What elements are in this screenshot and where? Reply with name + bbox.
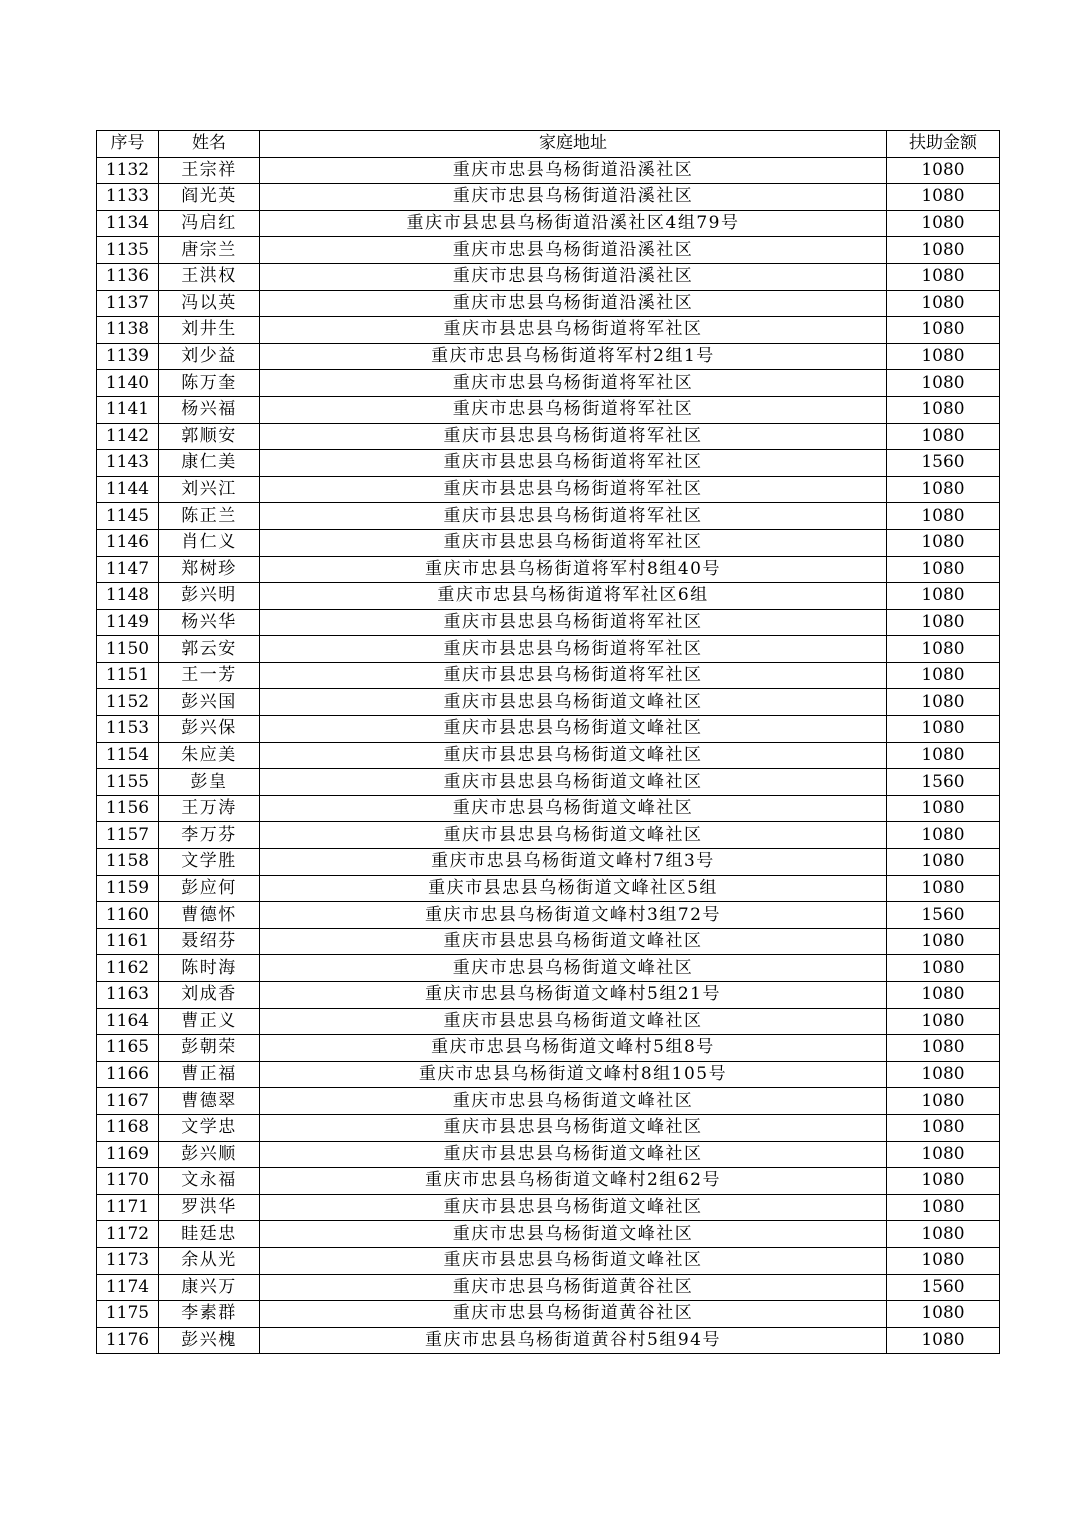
- name-cell: 陈正兰: [159, 503, 260, 530]
- name-cell: 朱应美: [159, 742, 260, 769]
- table-row: [97, 290, 1000, 317]
- serial-number-cell: 1153: [97, 716, 159, 743]
- name-cell: 刘兴江: [159, 476, 260, 503]
- table-row: [97, 210, 1000, 237]
- name-cell: 王万涛: [159, 795, 260, 822]
- table-row: [97, 184, 1000, 211]
- amount-cell: 1080: [887, 662, 1000, 689]
- amount-cell: 1560: [887, 769, 1000, 796]
- serial-number-cell: 1173: [97, 1247, 159, 1274]
- table-row: [97, 662, 1000, 689]
- name-cell: 李万芬: [159, 822, 260, 849]
- serial-number-cell: 1138: [97, 317, 159, 344]
- serial-number-cell: 1136: [97, 263, 159, 290]
- amount-cell: 1080: [887, 609, 1000, 636]
- serial-number-cell: 1157: [97, 822, 159, 849]
- amount-cell: 1080: [887, 263, 1000, 290]
- serial-number-cell: 1165: [97, 1035, 159, 1062]
- amount-cell: 1080: [887, 1221, 1000, 1248]
- address-cell: 重庆市忠县乌杨街道文峰村8组105号: [260, 1061, 887, 1088]
- name-cell: 罗洪华: [159, 1194, 260, 1221]
- amount-cell: 1080: [887, 1061, 1000, 1088]
- table-row: [97, 1247, 1000, 1274]
- name-cell: 曹正义: [159, 1008, 260, 1035]
- address-cell: 重庆市忠县乌杨街道黄谷村5组94号: [260, 1327, 887, 1354]
- address-cell: 重庆市忠县乌杨街道将军社区6组: [260, 583, 887, 610]
- name-cell: 王洪权: [159, 263, 260, 290]
- amount-cell: 1560: [887, 450, 1000, 477]
- address-cell: 重庆市县忠县乌杨街道文峰社区: [260, 1247, 887, 1274]
- amount-cell: 1080: [887, 1247, 1000, 1274]
- name-cell: 杨兴福: [159, 396, 260, 423]
- address-cell: 重庆市县忠县乌杨街道文峰社区: [260, 822, 887, 849]
- name-cell: 彭应何: [159, 875, 260, 902]
- header-row: [97, 131, 1000, 158]
- amount-cell: 1080: [887, 157, 1000, 184]
- serial-number-cell: 1156: [97, 795, 159, 822]
- address-cell: 重庆市忠县乌杨街道文峰村2组62号: [260, 1168, 887, 1195]
- table-row: [97, 822, 1000, 849]
- serial-number-cell: 1155: [97, 769, 159, 796]
- name-cell: 唐宗兰: [159, 237, 260, 264]
- serial-number-cell: 1151: [97, 662, 159, 689]
- address-cell: 重庆市忠县乌杨街道沿溪社区: [260, 263, 887, 290]
- table-row: [97, 503, 1000, 530]
- table-row: [97, 450, 1000, 477]
- amount-cell: 1080: [887, 1141, 1000, 1168]
- amount-cell: 1080: [887, 583, 1000, 610]
- address-cell: 重庆市县忠县乌杨街道将军社区: [260, 662, 887, 689]
- table-row: [97, 157, 1000, 184]
- table-row: [97, 609, 1000, 636]
- amount-cell: 1080: [887, 1088, 1000, 1115]
- table-row: [97, 742, 1000, 769]
- amount-cell: 1080: [887, 1035, 1000, 1062]
- address-cell: 重庆市忠县乌杨街道文峰社区: [260, 1088, 887, 1115]
- table-row: [97, 583, 1000, 610]
- amount-cell: 1080: [887, 1301, 1000, 1328]
- amount-cell: 1080: [887, 423, 1000, 450]
- serial-number-cell: 1159: [97, 875, 159, 902]
- name-cell: 彭兴保: [159, 716, 260, 743]
- amount-cell: 1080: [887, 795, 1000, 822]
- amount-cell: 1080: [887, 849, 1000, 876]
- serial-number-cell: 1141: [97, 396, 159, 423]
- address-cell: 重庆市县忠县乌杨街道文峰社区: [260, 928, 887, 955]
- name-cell: 聂绍芬: [159, 928, 260, 955]
- serial-number-cell: 1163: [97, 982, 159, 1009]
- address-cell: 重庆市忠县乌杨街道文峰村3组72号: [260, 902, 887, 929]
- name-cell: 彭兴顺: [159, 1141, 260, 1168]
- address-cell: 重庆市忠县乌杨街道文峰村5组21号: [260, 982, 887, 1009]
- address-cell: 重庆市忠县乌杨街道沿溪社区: [260, 237, 887, 264]
- address-cell: 重庆市县忠县乌杨街道文峰社区5组: [260, 875, 887, 902]
- address-cell: 重庆市县忠县乌杨街道文峰社区: [260, 1114, 887, 1141]
- table-header: [97, 131, 1000, 158]
- serial-number-cell: 1174: [97, 1274, 159, 1301]
- header-aid-amount: 扶助金额: [887, 131, 1000, 158]
- name-cell: 陈万奎: [159, 370, 260, 397]
- address-cell: 重庆市县忠县乌杨街道将军社区: [260, 636, 887, 663]
- name-cell: 王宗祥: [159, 157, 260, 184]
- name-cell: 眭廷忠: [159, 1221, 260, 1248]
- amount-cell: 1080: [887, 1168, 1000, 1195]
- name-cell: 冯启红: [159, 210, 260, 237]
- amount-cell: 1080: [887, 237, 1000, 264]
- serial-number-cell: 1169: [97, 1141, 159, 1168]
- address-cell: 重庆市忠县乌杨街道文峰社区: [260, 1221, 887, 1248]
- serial-number-cell: 1143: [97, 450, 159, 477]
- amount-cell: 1080: [887, 184, 1000, 211]
- address-cell: 重庆市忠县乌杨街道将军社区: [260, 396, 887, 423]
- address-cell: 重庆市县忠县乌杨街道将军社区: [260, 317, 887, 344]
- table-row: [97, 1168, 1000, 1195]
- serial-number-cell: 1154: [97, 742, 159, 769]
- serial-number-cell: 1171: [97, 1194, 159, 1221]
- serial-number-cell: 1164: [97, 1008, 159, 1035]
- serial-number-cell: 1161: [97, 928, 159, 955]
- table-row: [97, 237, 1000, 264]
- amount-cell: 1080: [887, 1114, 1000, 1141]
- amount-cell: 1080: [887, 556, 1000, 583]
- address-cell: 重庆市忠县乌杨街道文峰村5组8号: [260, 1035, 887, 1062]
- address-cell: 重庆市县忠县乌杨街道将军社区: [260, 476, 887, 503]
- aid-recipient-table: [96, 130, 1000, 1354]
- table-row: [97, 1008, 1000, 1035]
- address-cell: 重庆市县忠县乌杨街道文峰社区: [260, 1194, 887, 1221]
- address-cell: 重庆市县忠县乌杨街道文峰社区: [260, 689, 887, 716]
- address-cell: 重庆市县忠县乌杨街道文峰社区: [260, 769, 887, 796]
- address-cell: 重庆市忠县乌杨街道沿溪社区: [260, 290, 887, 317]
- address-cell: 重庆市忠县乌杨街道将军社区: [260, 370, 887, 397]
- name-cell: 刘井生: [159, 317, 260, 344]
- serial-number-cell: 1149: [97, 609, 159, 636]
- name-cell: 郑树珍: [159, 556, 260, 583]
- serial-number-cell: 1172: [97, 1221, 159, 1248]
- serial-number-cell: 1160: [97, 902, 159, 929]
- table-row: [97, 263, 1000, 290]
- name-cell: 冯以英: [159, 290, 260, 317]
- serial-number-cell: 1166: [97, 1061, 159, 1088]
- name-cell: 杨兴华: [159, 609, 260, 636]
- name-cell: 余从光: [159, 1247, 260, 1274]
- amount-cell: 1080: [887, 636, 1000, 663]
- amount-cell: 1080: [887, 1194, 1000, 1221]
- table-row: [97, 343, 1000, 370]
- table-body: [97, 157, 1000, 1354]
- table-row: [97, 370, 1000, 397]
- address-cell: 重庆市县忠县乌杨街道文峰社区: [260, 1008, 887, 1035]
- address-cell: 重庆市县忠县乌杨街道将军社区: [260, 529, 887, 556]
- table-row: [97, 529, 1000, 556]
- name-cell: 文永福: [159, 1168, 260, 1195]
- address-cell: 重庆市县忠县乌杨街道将军社区: [260, 450, 887, 477]
- table-row: [97, 1274, 1000, 1301]
- serial-number-cell: 1132: [97, 157, 159, 184]
- name-cell: 郭云安: [159, 636, 260, 663]
- name-cell: 曹正福: [159, 1061, 260, 1088]
- table-row: [97, 1327, 1000, 1354]
- address-cell: 重庆市忠县乌杨街道将军村8组40号: [260, 556, 887, 583]
- serial-number-cell: 1135: [97, 237, 159, 264]
- address-cell: 重庆市县忠县乌杨街道文峰社区: [260, 1141, 887, 1168]
- amount-cell: 1080: [887, 1327, 1000, 1354]
- serial-number-cell: 1139: [97, 343, 159, 370]
- serial-number-cell: 1144: [97, 476, 159, 503]
- address-cell: 重庆市忠县乌杨街道沿溪社区: [260, 157, 887, 184]
- table-row: [97, 875, 1000, 902]
- name-cell: 王一芳: [159, 662, 260, 689]
- serial-number-cell: 1145: [97, 503, 159, 530]
- serial-number-cell: 1148: [97, 583, 159, 610]
- serial-number-cell: 1158: [97, 849, 159, 876]
- name-cell: 刘少益: [159, 343, 260, 370]
- serial-number-cell: 1134: [97, 210, 159, 237]
- name-cell: 彭朝荣: [159, 1035, 260, 1062]
- serial-number-cell: 1175: [97, 1301, 159, 1328]
- serial-number-cell: 1137: [97, 290, 159, 317]
- amount-cell: 1080: [887, 742, 1000, 769]
- serial-number-cell: 1147: [97, 556, 159, 583]
- address-cell: 重庆市县忠县乌杨街道将军社区: [260, 503, 887, 530]
- amount-cell: 1560: [887, 902, 1000, 929]
- table-row: [97, 1301, 1000, 1328]
- address-cell: 重庆市忠县乌杨街道将军村2组1号: [260, 343, 887, 370]
- serial-number-cell: 1150: [97, 636, 159, 663]
- amount-cell: 1080: [887, 503, 1000, 530]
- table-row: [97, 982, 1000, 1009]
- amount-cell: 1080: [887, 210, 1000, 237]
- name-cell: 彭兴槐: [159, 1327, 260, 1354]
- address-cell: 重庆市县忠县乌杨街道文峰社区: [260, 716, 887, 743]
- name-cell: 文学忠: [159, 1114, 260, 1141]
- table-row: [97, 1194, 1000, 1221]
- serial-number-cell: 1140: [97, 370, 159, 397]
- amount-cell: 1080: [887, 875, 1000, 902]
- name-cell: 郭顺安: [159, 423, 260, 450]
- table-row: [97, 423, 1000, 450]
- serial-number-cell: 1168: [97, 1114, 159, 1141]
- serial-number-cell: 1142: [97, 423, 159, 450]
- serial-number-cell: 1176: [97, 1327, 159, 1354]
- table-row: [97, 849, 1000, 876]
- name-cell: 文学胜: [159, 849, 260, 876]
- table-row: [97, 556, 1000, 583]
- table-row: [97, 1141, 1000, 1168]
- amount-cell: 1080: [887, 982, 1000, 1009]
- address-cell: 重庆市忠县乌杨街道文峰村7组3号: [260, 849, 887, 876]
- table-row: [97, 716, 1000, 743]
- table-row: [97, 928, 1000, 955]
- table-row: [97, 396, 1000, 423]
- name-cell: 阎光英: [159, 184, 260, 211]
- table-row: [97, 795, 1000, 822]
- amount-cell: 1080: [887, 928, 1000, 955]
- address-cell: 重庆市县忠县乌杨街道沿溪社区4组79号: [260, 210, 887, 237]
- address-cell: 重庆市县忠县乌杨街道将军社区: [260, 609, 887, 636]
- amount-cell: 1080: [887, 476, 1000, 503]
- name-cell: 陈时海: [159, 955, 260, 982]
- name-cell: 康仁美: [159, 450, 260, 477]
- amount-cell: 1080: [887, 822, 1000, 849]
- amount-cell: 1080: [887, 1008, 1000, 1035]
- amount-cell: 1080: [887, 396, 1000, 423]
- amount-cell: 1080: [887, 689, 1000, 716]
- table-row: [97, 317, 1000, 344]
- name-cell: 李素群: [159, 1301, 260, 1328]
- table-row: [97, 955, 1000, 982]
- name-cell: 彭兴国: [159, 689, 260, 716]
- header-serial-number: 序号: [97, 131, 159, 158]
- address-cell: 重庆市县忠县乌杨街道文峰社区: [260, 742, 887, 769]
- address-cell: 重庆市忠县乌杨街道黄谷社区: [260, 1274, 887, 1301]
- table-row: [97, 1088, 1000, 1115]
- table-row: [97, 689, 1000, 716]
- header-name: 姓名: [159, 131, 260, 158]
- amount-cell: 1080: [887, 343, 1000, 370]
- amount-cell: 1080: [887, 370, 1000, 397]
- serial-number-cell: 1146: [97, 529, 159, 556]
- address-cell: 重庆市忠县乌杨街道黄谷社区: [260, 1301, 887, 1328]
- amount-cell: 1080: [887, 290, 1000, 317]
- name-cell: 彭兴明: [159, 583, 260, 610]
- name-cell: 彭皇: [159, 769, 260, 796]
- name-cell: 曹德怀: [159, 902, 260, 929]
- name-cell: 康兴万: [159, 1274, 260, 1301]
- address-cell: 重庆市忠县乌杨街道沿溪社区: [260, 184, 887, 211]
- table-row: [97, 476, 1000, 503]
- serial-number-cell: 1167: [97, 1088, 159, 1115]
- table-row: [97, 1061, 1000, 1088]
- table-row: [97, 636, 1000, 663]
- amount-cell: 1080: [887, 955, 1000, 982]
- address-cell: 重庆市县忠县乌杨街道将军社区: [260, 423, 887, 450]
- header-home-address: 家庭地址: [260, 131, 887, 158]
- amount-cell: 1080: [887, 716, 1000, 743]
- name-cell: 肖仁义: [159, 529, 260, 556]
- serial-number-cell: 1133: [97, 184, 159, 211]
- name-cell: 曹德翠: [159, 1088, 260, 1115]
- address-cell: 重庆市忠县乌杨街道文峰社区: [260, 955, 887, 982]
- amount-cell: 1080: [887, 317, 1000, 344]
- amount-cell: 1560: [887, 1274, 1000, 1301]
- table-row: [97, 1221, 1000, 1248]
- amount-cell: 1080: [887, 529, 1000, 556]
- name-cell: 刘成香: [159, 982, 260, 1009]
- address-cell: 重庆市忠县乌杨街道文峰社区: [260, 795, 887, 822]
- table-row: [97, 1114, 1000, 1141]
- serial-number-cell: 1152: [97, 689, 159, 716]
- table-row: [97, 902, 1000, 929]
- table-row: [97, 769, 1000, 796]
- table-row: [97, 1035, 1000, 1062]
- serial-number-cell: 1170: [97, 1168, 159, 1195]
- serial-number-cell: 1162: [97, 955, 159, 982]
